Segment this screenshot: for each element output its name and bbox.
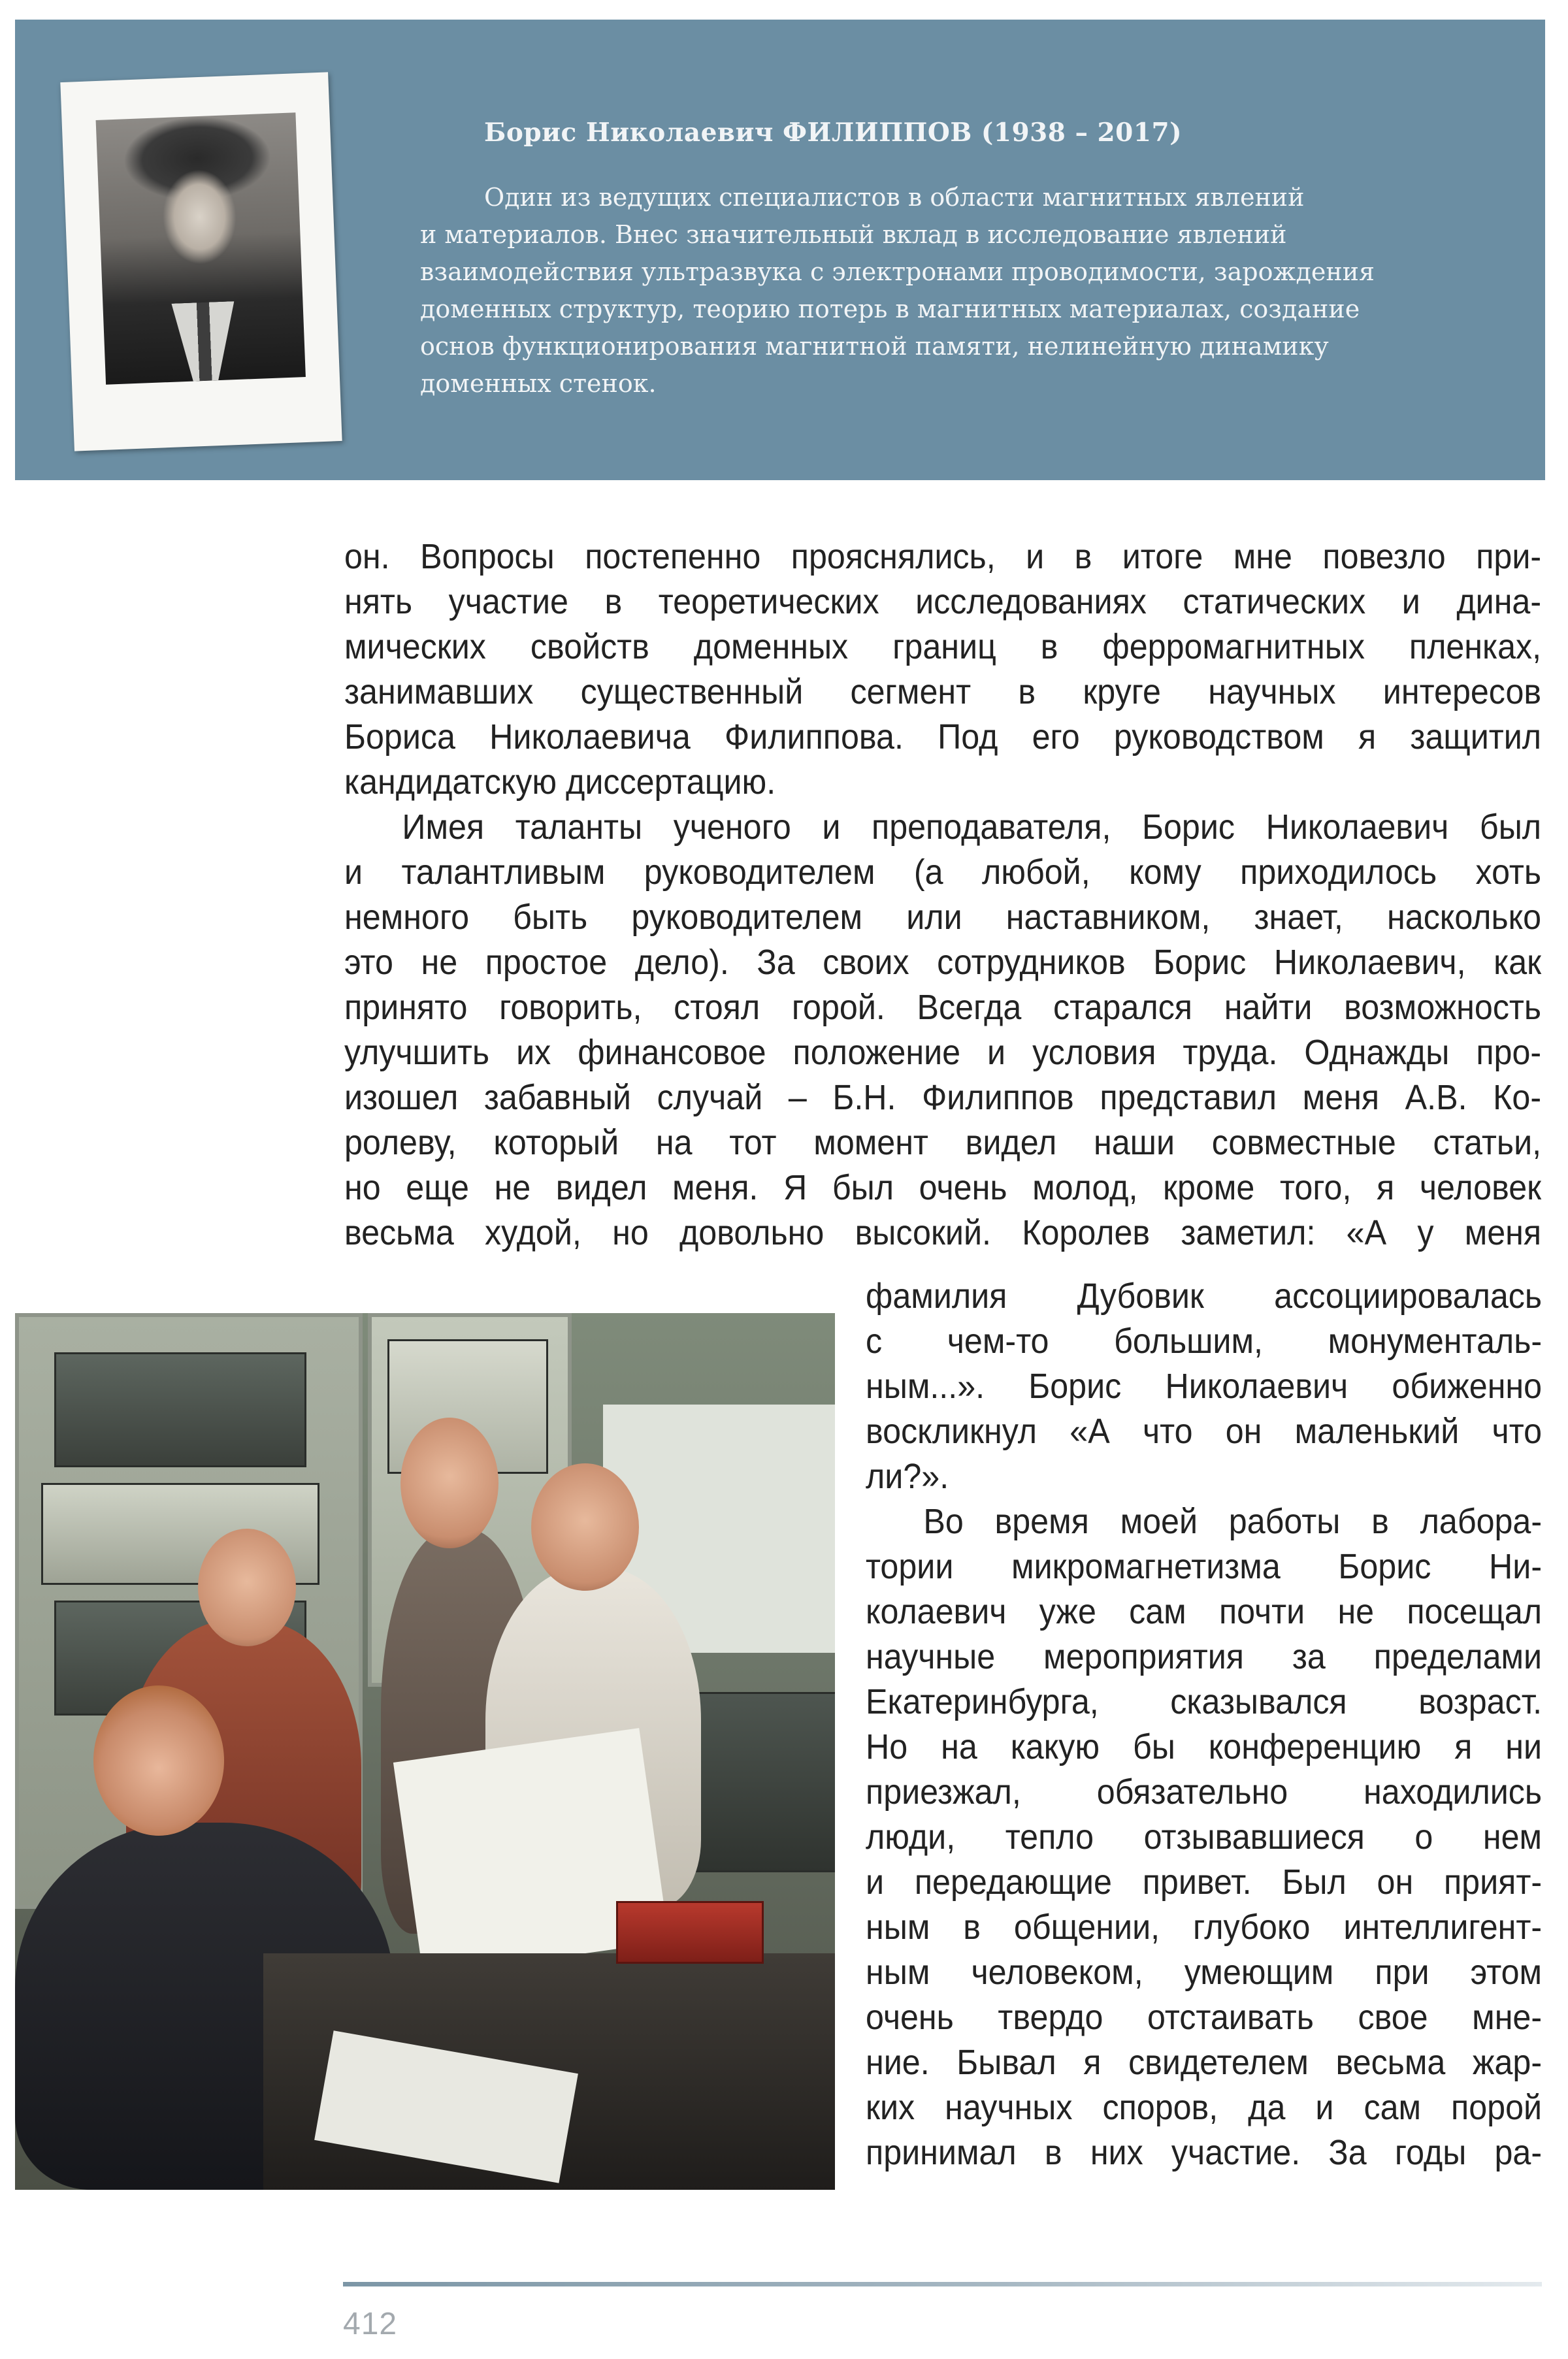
- text-line: люди, тепло отзывавшиеся о нем: [866, 1817, 1543, 1857]
- text-line: Екатеринбурга, сказывался возраст.: [866, 1682, 1543, 1721]
- bio-line: взаимодействия ультразвука с электронами проводимости, зарождения: [420, 257, 1375, 286]
- text-line: мических свойств доменных границ в ферромагнитных пленках,: [344, 627, 1542, 666]
- text-line: ным человеком, умеющим при этом: [866, 1953, 1543, 1992]
- text-line: ли?».: [866, 1457, 949, 1496]
- article-side-text: [866, 1274, 1543, 2175]
- text-line: очень твердо отстаивать свое мне-: [866, 1998, 1543, 2037]
- text-line: это не простое дело). За своих сотрудников Борис Николаевич, как: [344, 943, 1542, 982]
- text-line: он. Вопросы постепенно прояснялись, и в итоге мне повезло при-: [344, 537, 1542, 576]
- text-line: с чем-то большим, монументаль-: [866, 1322, 1543, 1361]
- footer-rule: [343, 2282, 1542, 2286]
- red-book: [616, 1901, 764, 1964]
- text-line: ным...». Борис Николаевич обиженно: [866, 1367, 1543, 1406]
- bio-line: доменных стенок.: [420, 369, 657, 398]
- bio-line: основ функционирования магнитной памяти, нелинейную динамику: [420, 332, 1329, 361]
- bio-line: Один из ведущих специалистов в области магнитных явлений: [484, 183, 1305, 212]
- text-line: Бориса Николаевича Филиппова. Под его руководством я защитил: [344, 717, 1542, 757]
- bio-name: Борис Николаевич ФИЛИППОВ (1938 – 2017): [484, 118, 1183, 148]
- text-line: кандидатскую диссертацию.: [344, 762, 776, 802]
- bio-description: [420, 179, 1465, 402]
- lab-photo: [15, 1313, 835, 2190]
- text-line: приезжал, обязательно находились: [866, 1772, 1543, 1812]
- text-line: ких научных споров, да и сам порой: [866, 2088, 1543, 2127]
- portrait-collar: [171, 301, 237, 382]
- text-line: колаевич уже сам почти не посещал: [866, 1592, 1543, 1631]
- text-line: Имея таланты ученого и преподавателя, Борис Николаевич был: [402, 807, 1542, 847]
- text-line: нять участие в теоретических исследованиях статических и дина-: [344, 582, 1542, 621]
- text-line: но еще не видел меня. Я был очень молод, кроме того, я человек: [344, 1168, 1542, 1207]
- person-bearded-head: [400, 1418, 498, 1548]
- text-line: тории микромагнетизма Борис Ни-: [866, 1547, 1543, 1586]
- bio-line: и материалов. Внес значительный вклад в исследование явлений: [420, 220, 1287, 249]
- text-line: Во время моей работы в лабора-: [923, 1502, 1543, 1541]
- bio-panel: [15, 20, 1545, 480]
- page-number: 412: [343, 2307, 398, 2341]
- text-line: изошел забавный случай – Б.Н. Филиппов представил меня А.В. Ко-: [344, 1078, 1542, 1117]
- bio-text: [420, 118, 1465, 402]
- text-line: принято говорить, стоял горой. Всегда старался найти возможность: [344, 988, 1542, 1027]
- text-line: улучшить их финансовое положение и условия труда. Однажды про-: [344, 1033, 1542, 1072]
- text-line: весьма худой, но довольно высокий. Королев заметил: «А у меня: [344, 1213, 1542, 1252]
- text-line: занимавших существенный сегмент в круге научных интересов: [344, 672, 1542, 711]
- text-line: ным в общении, глубоко интеллигент-: [866, 1908, 1543, 1947]
- text-line: и передающие привет. Был он прият-: [866, 1863, 1543, 1902]
- text-line: ние. Бывал я свидетелем весьма жар-: [866, 2043, 1543, 2082]
- text-line: немного быть руководителем или наставником, знает, насколько: [344, 898, 1542, 937]
- text-line: ролеву, который на тот момент видел наши совместные статьи,: [344, 1123, 1542, 1162]
- text-line: воскликнул «А что он маленький что: [866, 1412, 1543, 1451]
- oscilloscope: [54, 1352, 306, 1467]
- text-line: научные мероприятия за пределами: [866, 1637, 1543, 1676]
- person-right-head: [531, 1463, 639, 1591]
- text-line: Но на какую бы конференцию я ни: [866, 1727, 1543, 1766]
- portrait-photo: [96, 112, 306, 384]
- text-line: принимал в них участие. За годы ра-: [866, 2133, 1543, 2172]
- article-main-text: [344, 534, 1542, 1256]
- text-line: и талантливым руководителем (а любой, кому приходилось хоть: [344, 853, 1542, 892]
- bio-line: доменных структур, теорию потерь в магнитных материалах, создание: [420, 295, 1360, 323]
- portrait-photo-frame: [60, 72, 342, 451]
- text-line: фамилия Дубовик ассоциировалась: [866, 1277, 1543, 1316]
- person-standing-left-head: [198, 1529, 296, 1646]
- person-seated-head: [93, 1685, 224, 1836]
